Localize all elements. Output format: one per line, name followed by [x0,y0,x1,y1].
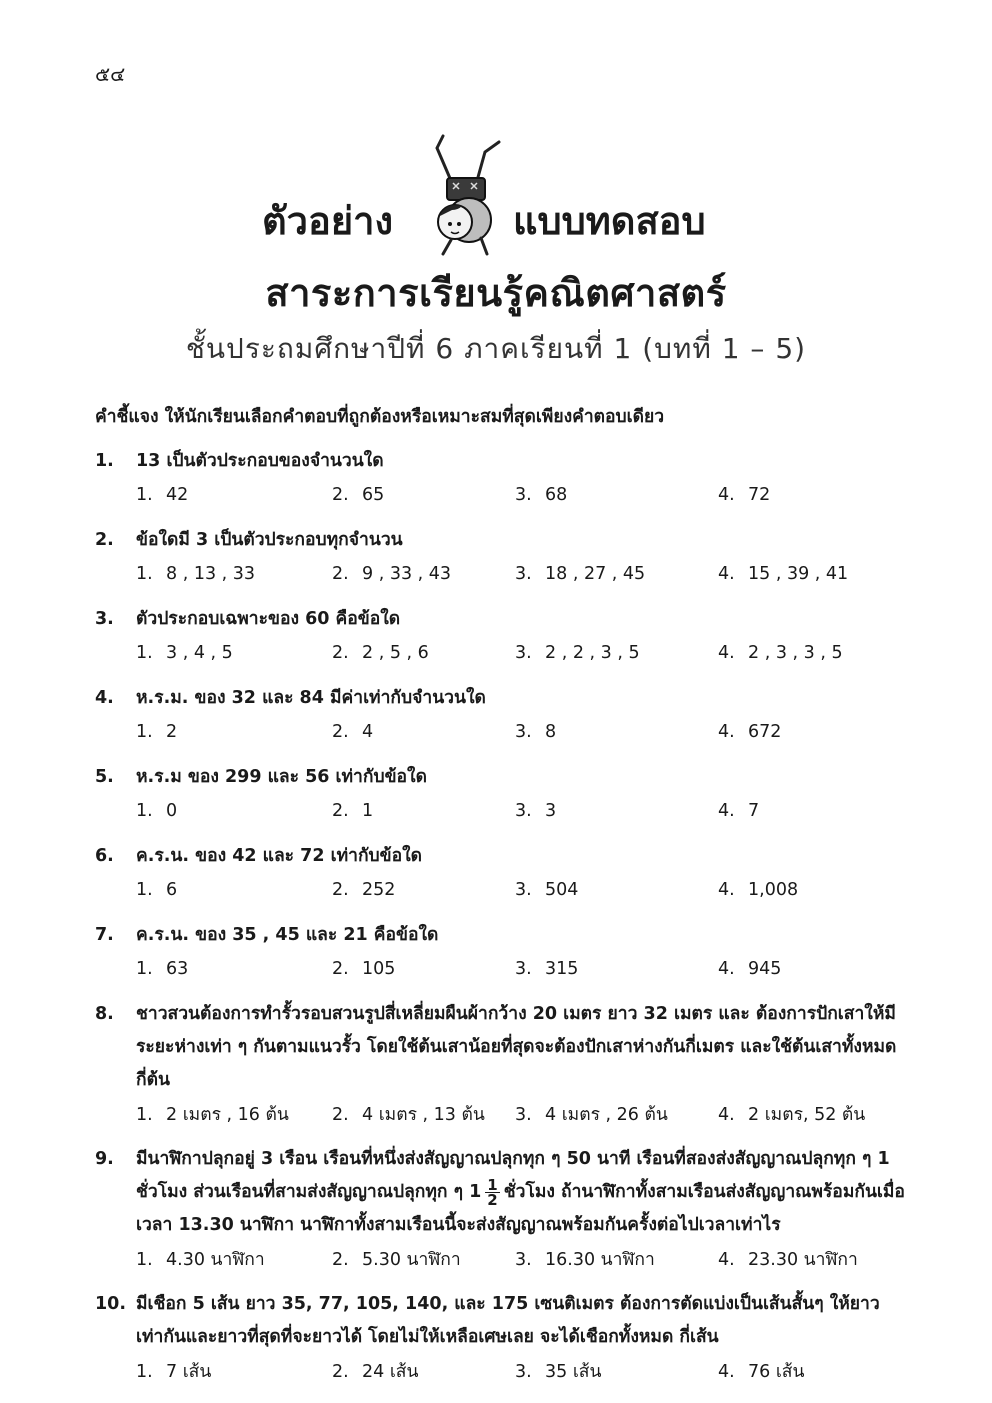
question-text: ค.ร.น. ของ 35 , 45 และ 21 คือข้อใด [136,925,439,945]
option-2[interactable]: 2. 4 [332,722,374,742]
option-3[interactable]: 3. 35 เส้น [515,1362,602,1382]
title-line-2: สาระการเรียนรู้คณิตศาสตร์ [265,271,727,315]
question-5 [95,761,905,828]
option-1[interactable]: 1. 7 เส้น [136,1362,212,1382]
question-text: ห.ร.ม. ของ 32 และ 84 มีค่าเท่ากับจำนวนใด [136,688,486,708]
question-number: 4. [95,688,114,708]
option-2[interactable]: 2. 4 เมตร , 13 ต้น [332,1105,485,1125]
instructions: คำชี้แจง ให้นักเรียนเลือกคำตอบที่ถูกต้องหรือเหมาะสมที่สุดเพียงคำตอบเดียว [95,407,665,427]
question-number: 7. [95,925,114,945]
option-4[interactable]: 4. 23.30 นาฬิกา [718,1250,858,1270]
question-6 [95,840,905,907]
option-2[interactable]: 2. 252 [332,880,396,900]
title-right: แบบทดสอบ [513,199,706,243]
option-3[interactable]: 3. 8 [515,722,557,742]
option-3[interactable]: 3. 18 , 27 , 45 [515,564,646,584]
option-1[interactable]: 1. 42 [136,485,189,505]
option-3[interactable]: 3. 315 [515,959,579,979]
question-text: ตัวประกอบเฉพาะของ 60 คือข้อใด [136,609,401,629]
option-1[interactable]: 1. 8 , 13 , 33 [136,564,256,584]
fraction-one-half: $\frac{1}{2}$ [487,1175,498,1209]
option-2[interactable]: 2. 1 [332,801,374,821]
question-1 [95,445,905,512]
option-4[interactable]: 4. 945 [718,959,782,979]
option-2[interactable]: 2. 9 , 33 , 43 [332,564,452,584]
option-3[interactable]: 3. 4 เมตร , 26 ต้น [515,1105,668,1125]
subtitle: ชั้นประถมศึกษาปีที่ 6 ภาคเรียนที่ 1 (บทที่ 1 – 5) [185,332,807,365]
option-4[interactable]: 4. 1,008 [718,880,799,900]
option-4[interactable]: 4. 72 [718,485,771,505]
option-3[interactable]: 3. 68 [515,485,568,505]
question-number: 5. [95,767,114,787]
option-1[interactable]: 1. 3 , 4 , 5 [136,643,233,663]
question-text: มีเชือก 5 เส้น ยาว 35, 77, 105, 140, และ 175 เซนติเมตร ต้องการตัดแบ่งเป็นเส้นสั้นๆ ให้ยาวเท่ากันและยาวที่สุดที่จะยาวได้ โดยไม่ให้เหลือเศษเลย จะได้เชือกทั้งหมด กี่เส้น [136,1294,880,1347]
option-4[interactable]: 4. 2 เมตร, 52 ต้น [718,1105,866,1125]
option-1[interactable]: 1. 0 [136,801,178,821]
option-3[interactable]: 3. 2 , 2 , 3 , 5 [515,643,640,663]
page-number: ๕๔ [95,62,126,86]
question-number: 8. [95,1004,114,1024]
option-3[interactable]: 3. 16.30 นาฬิกา [515,1250,655,1270]
option-4[interactable]: 4. 672 [718,722,782,742]
option-3[interactable]: 3. 504 [515,880,579,900]
option-1[interactable]: 1. 4.30 นาฬิกา [136,1250,265,1270]
option-4[interactable]: 4. 76 เส้น [718,1362,805,1382]
option-1[interactable]: 1. 63 [136,959,189,979]
question-number: 3. [95,609,114,629]
title-line-1 [0,190,992,250]
question-number: 10. [95,1294,127,1314]
question-7 [95,919,905,986]
option-1[interactable]: 1. 6 [136,880,178,900]
question-text: ค.ร.น. ของ 42 และ 72 เท่ากับข้อใด [136,846,423,866]
option-1[interactable]: 1. 2 เมตร , 16 ต้น [136,1105,289,1125]
option-4[interactable]: 4. 2 , 3 , 3 , 5 [718,643,843,663]
question-text: ชาวสวนต้องการทำรั้วรอบสวนรูปสี่เหลี่ยมผืนผ้ากว้าง 20 เมตร ยาว 32 เมตร และ ต้องการปักเสาให้มีระยะห่างเท่า ๆ กันตามแนวรั้ว โดยใช้ต้นเสาน้อยที่สุดจะต้องปักเสาห่างกันกี่เมตร และใช้ต้นเสาทั้งหมดกี่ต้น [136,1004,897,1090]
option-2[interactable]: 2. 5.30 นาฬิกา [332,1250,461,1270]
option-2[interactable]: 2. 24 เส้น [332,1362,419,1382]
question-number: 1. [95,451,114,471]
question-list [95,445,905,1400]
option-2[interactable]: 2. 105 [332,959,396,979]
option-4[interactable]: 4. 15 , 39 , 41 [718,564,849,584]
question-text: 13 เป็นตัวประกอบของจำนวนใด [136,451,384,471]
question-text: ห.ร.ม ของ 299 และ 56 เท่ากับข้อใด [136,767,427,787]
option-2[interactable]: 2. 2 , 5 , 6 [332,643,429,663]
question-4 [95,682,905,749]
question-number: 6. [95,846,114,866]
question-text: มีนาฬิกาปลุกอยู่ 3 เรือน เรือนที่หนึ่งส่งสัญญาณปลุกทุก ๆ 50 นาที เรือนที่สองส่งสัญญาณปลุกทุก ๆ 1 ชั่วโมง ส่วนเรือนที่สามส่งสัญญาณปลุกทุก ๆ 1 $\frac{1}{2}$ ชั่วโมง ถ้านาฬิกาทั้งสามเรือนส่งสัญญาณพร้อมกันเมื่อเวลา 13.30 นาฬิกา นาฬิกาทั้งสามเรือนนี้จะส่งสัญญาณพร้อมกันครั้งต่อไปเวลาเท่าไร [136,1149,905,1235]
option-3[interactable]: 3. 3 [515,801,557,821]
option-4[interactable]: 4. 7 [718,801,760,821]
question-number: 2. [95,530,114,550]
question-8 [95,998,905,1131]
question-10 [95,1288,905,1388]
question-number: 9. [95,1149,114,1169]
option-1[interactable]: 1. 2 [136,722,178,742]
question-9 [95,1143,905,1276]
option-2[interactable]: 2. 65 [332,485,385,505]
question-3 [95,603,905,670]
title-left: ตัวอย่าง [262,199,393,243]
question-2 [95,524,905,591]
question-text: ข้อใดมี 3 เป็นตัวประกอบทุกจำนวน [136,530,403,550]
